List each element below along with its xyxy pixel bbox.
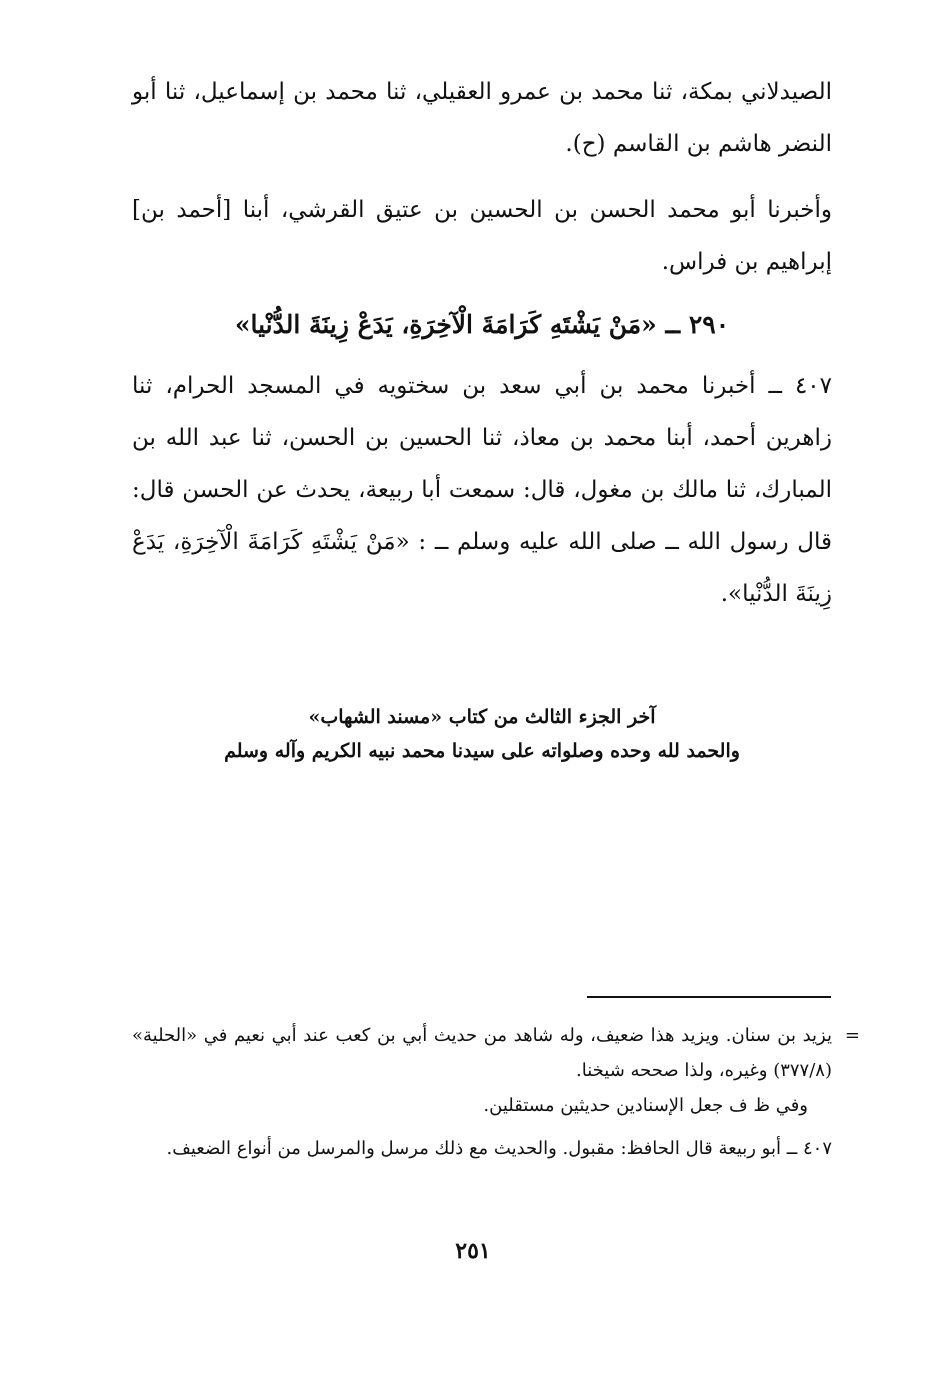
body-paragraph-hadith-407: ٤٠٧ ــ أخبرنا محمد بن أبي سعد بن سختويه في المسجد الحرام، ثنا زاهرين أحمد، أبنا محمد بن معاذ، ثنا الحسين بن الحسن، ثنا عبد الله بن المبارك، ثنا مالك بن مغول، قال: سمعت أبا ربيعة، يحدث عن الحسن قال: قال رسول الله ــ صلى الله عليه وسلم ــ : «مَنْ يَشْتَهِ كَرَامَةَ الْآخِرَةِ، يَدَعْ زِينَةَ الدُّنْيا». [132,373,832,607]
footnote-separator [587,996,831,998]
footnote-2: ٤٠٧ ــ أبو ربيعة قال الحافظ: مقبول. والحديث مع ذلك مرسل والمرسل من أنواع الضعيف. [166,1138,832,1159]
colophon [132,700,832,768]
body-paragraph-isnad-2: وأخبرنا أبو محمد الحسن بن الحسين بن عتيق القرشي، أبنا [أحمد بن] إبراهيم بن فراس. [132,197,832,275]
footnote-continuation-marker: = [844,1025,860,1046]
colophon-line-2: والحمد لله وحده وصلواته على سيدنا محمد نبيه الكريم وآله وسلم [224,740,740,762]
footnote-1: يزيد بن سنان. ويزيد هذا ضعيف، وله شاهد من حديث أبي بن كعب عند أبي نعيم في «الحلية» (٣٧٧/٨) وغيره، ولذا صححه شيخنا. [132,1025,832,1081]
page-number: ٢٥١ [455,1238,491,1264]
hadith-heading: ٢٩٠ ــ «مَنْ يَشْتَهِ كَرَامَةَ الْآخِرَةِ، يَدَعْ زِينَةَ الدُّنْيا» [234,310,730,339]
colophon-line-1: آخر الجزء الثالث من كتاب «مسند الشهاب» [308,706,656,728]
body-paragraph-isnad-1: الصيدلاني بمكة، ثنا محمد بن عمرو العقيلي، ثنا محمد بن إسماعيل، ثنا أبو النضر هاشم بن القاسم (ح). [132,79,832,157]
footnotes [132,1018,860,1166]
footnote-1-continuation: وفي ظ ف جعل الإسنادين حديثين مستقلين. [483,1095,808,1116]
